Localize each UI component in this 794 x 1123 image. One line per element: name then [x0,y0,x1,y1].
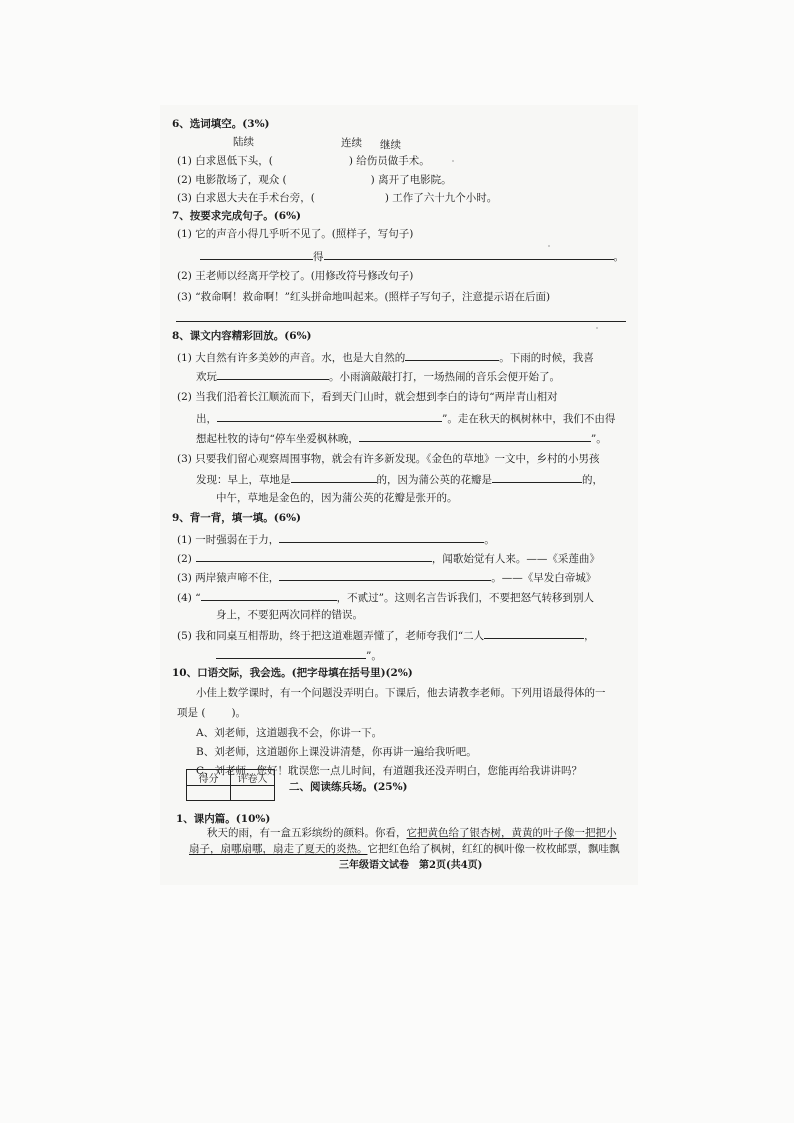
q8-item-2-text-e: ”。 [590,433,607,445]
reading-line-1-underlined: 它把黄色给了银杏树，黄黄的叶子像一把把小 [406,827,617,839]
q10-prompt-2-end: )。 [231,707,247,719]
reading-line-2-underlined: 扇子，扇哪扇哪，扇走了夏天的炎热。 [189,843,368,855]
score-table-value-row [187,786,275,801]
q8-item-3-line-2 [196,471,603,487]
reading-line-2-b: 它把红色给了枫树，红红的枫叶像一枚枚邮票，飘哇飘 [367,843,620,855]
q6-item-1-start: (1) 白求恩低下头，( [177,155,273,167]
reading-title: 1、课内篇。(10%) [176,813,271,825]
grader-header: 评卷人 [231,770,275,786]
q9-blank-6[interactable] [216,647,366,659]
q9-item-4-start: (4) “ [177,592,201,604]
q7-title: 7、按要求完成句子。(6%) [172,210,302,222]
q9-blank-5[interactable] [484,627,584,639]
q6-item-2-end: ) 离开了电影院。 [370,174,452,186]
q9-item-2-text: ，闻歌始觉有人来。——《采莲曲》 [431,553,600,565]
q8-item-1-text-b: 。下雨的时候，我喜 [499,352,594,364]
q6-item-2 [177,173,452,187]
q8-item-1-text-c: 欢玩 [196,371,217,383]
q8-blank-2[interactable] [217,368,329,380]
q9-blank-2[interactable] [196,550,432,562]
q7-item-1: (1) 它的声音小得几乎听不见了。(照样子，写句子) [177,228,414,240]
q9-item-4-line-2: 身上，不要犯两次同样的错误。 [216,609,363,621]
q8-item-2-text-d: 想起杜牧的诗句“停车坐爱枫林晚， [196,433,359,445]
q6-word-2: 连续 [341,137,362,149]
scan-speck [452,160,454,162]
q9-item-1-end: 。 [484,534,495,546]
reading-line-1-a: 秋天的雨，有一盒五彩缤纷的颜料。你看， [207,827,407,839]
q6-item-3-end: ) 工作了六十九个小时。 [384,192,498,204]
grader-cell[interactable] [231,786,275,801]
q8-item-1-text-d: 。小雨滴敲敲打打，一场热闹的音乐会便开始了。 [329,371,560,383]
q9-item-5-text: (5) 我和同桌互相帮助，终于把这道难题弄懂了，老师夸我们“二人 [177,630,485,642]
q10-option-b: B、刘老师，这道题你上课没讲清楚，你再讲一遍给我听吧。 [196,746,477,758]
q7-de-char: 得 [313,251,324,263]
q6-title: 6、选词填空。(3%) [172,118,270,130]
q8-item-2-line-3 [196,430,607,446]
q9-item-2-num: (2) [177,553,192,565]
q8-item-1-line-1 [177,349,594,365]
reading-line-1 [207,826,617,840]
score-table [186,769,275,801]
q10-title: 10、口语交际，我会选。(把字母填在括号里)(2%) [172,667,413,679]
q8-item-2-line-2 [196,410,615,426]
q6-item-1 [177,154,430,168]
q6-word-1: 陆续 [233,136,254,148]
q8-item-2-line-1: (2) 当我们沿着长江顺流而下，看到天门山时，就会想到李白的诗句“两岸青山相对 [177,391,558,403]
q9-item-5-comma: ， [584,630,595,642]
q10-prompt-1: 小佳上数学课时，有一个问题没弄明白。下课后，他去请教李老师。下列用语最得体的一 [196,687,606,699]
q9-item-2 [177,550,600,566]
q8-blank-6[interactable] [492,471,582,483]
q7-item-3-answer-line [176,310,626,326]
q8-title: 8、课文内容精彩回放。(6%) [172,330,312,342]
q8-item-3-line-1: (3) 只要我们留心观察周围事物，就会有许多新发现。《金色的草地》一文中，乡村的小男孩 [177,453,600,465]
score-header: 得分 [187,770,231,786]
score-cell[interactable] [187,786,231,801]
q7-item-2: (2) 王老师以经离开学校了。(用修改符号修改句子) [177,270,414,282]
q9-item-5-end: ”。 [366,650,382,662]
scan-speck [596,327,598,329]
q9-item-5-line-2 [216,647,382,663]
q8-blank-3[interactable] [217,410,442,422]
q8-item-1-line-2 [196,368,560,384]
q6-item-2-start: (2) 电影散场了，观众 ( [177,174,287,186]
score-table-header-row [187,770,275,786]
q8-item-3-text-b: 发现：早上，草地是 [196,474,291,486]
q9-item-4 [177,589,594,605]
q9-title: 9、背一背，填一填。(6%) [172,512,302,524]
q8-item-2-text-b: 出， [196,413,217,425]
reading-line-2 [189,842,620,856]
q8-blank-5[interactable] [291,471,377,483]
q8-blank-4[interactable] [359,430,591,442]
q9-item-1-text: (1) 一时强弱在于力， [177,534,280,546]
q6-item-3-start: (3) 白求恩大夫在手术台旁，( [177,192,315,204]
q8-item-3-text-d: 的， [582,474,603,486]
q10-option-a: A、刘老师，这道题我不会，你讲一下。 [196,727,383,739]
q6-word-3: 继续 [380,139,401,151]
q9-item-5 [177,627,595,643]
q7-item-1-answer-line [200,248,624,264]
q7-blank-3[interactable] [176,310,626,322]
q6-item-1-end: ) 给伤员做手术。 [348,155,430,167]
q9-item-3 [177,569,596,585]
q10-option-c: C、刘老师，您好！耽误您一点儿时间，有道题我还没弄明白，您能再给我讲讲吗？ [196,765,583,777]
q9-blank-3[interactable] [279,569,491,581]
scan-speck [548,245,550,247]
q10-prompt-2 [177,706,246,720]
q8-item-2-text-c: ”。走在秋天的枫树林中，我们不由得 [442,413,616,425]
section-2-title: 二、阅读练兵场。(25%) [289,781,408,793]
q7-blank-1[interactable] [200,248,313,260]
q9-item-4-text: ，不贰过”。这则名言告诉我们，不要把怒气转移到别人 [336,592,594,604]
q8-item-3-line-3: 中午，草地是金色的，因为蒲公英的花瓣是张开的。 [216,492,458,504]
q9-item-3-end: 。——《早发白帝城》 [491,572,597,584]
q7-blank-2[interactable] [324,248,614,260]
q8-blank-1[interactable] [405,349,499,361]
q10-prompt-2-start: 项是 ( [177,707,206,719]
page-footer: 三年级语文试卷 第2页(共4页) [339,860,483,871]
q8-item-1-text-a: (1) 大自然有许多美妙的声音。水，也是大自然的 [177,352,406,364]
q9-item-1 [177,531,495,547]
q7-line-end: 。 [613,251,624,263]
q7-item-3: (3) “救命啊！救命啊！”红头拼命地叫起来。(照样子写句子，注意提示语在后面) [177,291,551,303]
q9-blank-4[interactable] [201,589,337,601]
q6-item-3 [177,191,497,205]
q9-blank-1[interactable] [279,531,484,543]
q9-item-3-text: (3) 两岸猿声啼不住， [177,572,280,584]
q8-item-3-text-c: 的，因为蒲公英的花瓣是 [376,474,492,486]
